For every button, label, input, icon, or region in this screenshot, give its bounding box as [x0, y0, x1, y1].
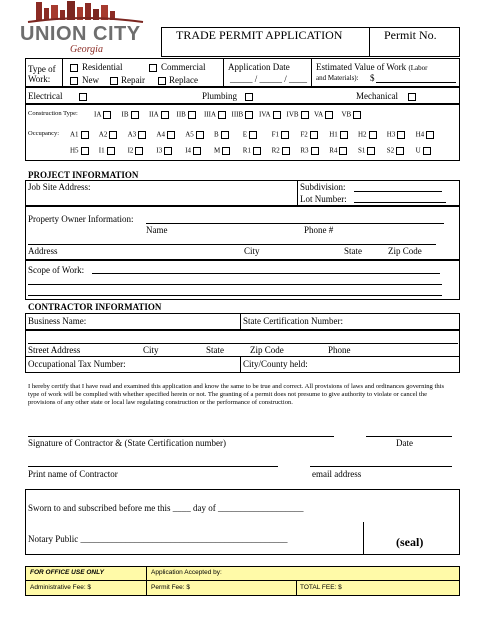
electrical-checkbox[interactable] — [79, 93, 87, 101]
plumbing-label: Plumbing — [202, 92, 253, 101]
office-use-label: FOR OFFICE USE ONLY — [30, 569, 104, 576]
new-checkbox[interactable] — [70, 77, 78, 85]
signature-label: Signature of Contractor & (State Certification number) — [28, 438, 226, 448]
contractor-street-caption: Street Address — [28, 345, 81, 355]
occupancy-option[interactable] — [214, 131, 229, 139]
construction-type-option-label: IB — [121, 110, 129, 119]
occupancy-option[interactable] — [185, 147, 201, 155]
permit-fee-label: Permit Fee: $ — [151, 584, 191, 591]
construction-type-checkbox[interactable] — [273, 111, 281, 119]
occupancy-checkbox[interactable] — [396, 147, 404, 155]
construction-type-option[interactable] — [122, 111, 139, 119]
est-value-field[interactable] — [376, 82, 456, 83]
occupancy-option-label: A1 — [70, 130, 79, 139]
occupancy-option-label: I1 — [98, 146, 105, 155]
scope-box — [25, 260, 460, 300]
occupancy-checkbox[interactable] — [281, 131, 289, 139]
occupancy-checkbox[interactable] — [253, 147, 261, 155]
admin-fee-label: Administrative Fee: $ — [30, 584, 92, 591]
est-value-label2: and Materials): — [316, 74, 359, 82]
occupancy-option[interactable] — [387, 131, 406, 139]
occupancy-option-label: S1 — [358, 146, 366, 155]
occupancy-checkbox[interactable] — [109, 131, 117, 139]
occupancy-option-label: F1 — [271, 130, 279, 139]
construction-type-option-label: IA — [94, 110, 102, 119]
new-label: New — [82, 75, 99, 85]
occupancy-checkbox[interactable] — [167, 131, 175, 139]
construction-type-option-label: IIIA — [204, 110, 217, 119]
scope-field-1[interactable] — [92, 273, 440, 274]
scope-field-2[interactable] — [28, 284, 442, 285]
construction-type-checkbox[interactable] — [161, 111, 169, 119]
occupancy-checkbox[interactable] — [164, 147, 172, 155]
occupancy-option-label: R1 — [242, 146, 251, 155]
contractor-state-caption: State — [206, 345, 224, 355]
construction-type-option[interactable] — [287, 111, 309, 119]
occupancy-option[interactable] — [156, 131, 175, 139]
scope-of-work-label: Scope of Work: — [28, 265, 85, 275]
city-county-label: City/County held: — [243, 359, 308, 369]
union-city-logo — [18, 0, 153, 60]
occupancy-option-label: H2 — [358, 130, 367, 139]
business-name-label: Business Name: — [28, 316, 87, 326]
construction-type-checkbox[interactable] — [103, 111, 111, 119]
occupancy-option-label: H1 — [329, 130, 338, 139]
occupancy-option[interactable] — [300, 131, 317, 139]
occupancy-option-label: H5 — [70, 146, 79, 155]
occupancy-option-label: A2 — [98, 130, 108, 139]
notary-public-label: Notary Public ______________________________________________ — [28, 534, 288, 544]
occupancy-option-label: A3 — [127, 130, 137, 139]
contractor-info-heading: CONTRACTOR INFORMATION — [28, 302, 162, 312]
email-label: email address — [312, 469, 362, 479]
subdivision-label: Subdivision: — [300, 182, 346, 192]
email-field[interactable] — [310, 466, 452, 467]
occupancy-checkbox[interactable] — [310, 131, 318, 139]
type-of-label: Type of — [28, 64, 56, 74]
application-date-field[interactable]: _____ / _____ / ____ — [230, 74, 308, 84]
owner-address-caption: Address — [28, 246, 58, 256]
occupancy-checkbox[interactable] — [311, 147, 319, 155]
occupancy-option[interactable] — [70, 131, 89, 139]
construction-type-label: Construction Type: — [28, 110, 78, 117]
construction-type-option-label: VA — [314, 110, 324, 119]
signature-date-label: Date — [396, 438, 413, 448]
form-title: TRADE PERMIT APPLICATION — [176, 28, 343, 42]
construction-type-checkbox[interactable] — [218, 111, 226, 119]
occupancy-checkbox[interactable] — [107, 147, 115, 155]
residential-label: Residential — [82, 62, 123, 72]
owner-city-caption: City — [244, 246, 260, 256]
construction-type-option-label: IIB — [176, 110, 186, 119]
construction-type-option-label: IVB — [286, 110, 299, 119]
print-name-label: Print name of Contractor — [28, 469, 118, 479]
occ-tax-label: Occupational Tax Number: — [28, 359, 126, 369]
occupancy-checkbox[interactable] — [423, 147, 431, 155]
logo-name: UNION CITY — [20, 23, 141, 45]
construction-type-checkbox[interactable] — [325, 111, 333, 119]
permit-no-label: Permit No. — [384, 28, 437, 42]
occupancy-checkbox[interactable] — [221, 131, 229, 139]
commercial-label: Commercial — [161, 62, 206, 72]
occupancy-option-label: M — [214, 146, 221, 155]
owner-info-label: Property Owner Information: — [28, 214, 134, 224]
occupancy-checkbox[interactable] — [282, 147, 290, 155]
construction-type-checkbox[interactable] — [245, 111, 253, 119]
electrical-label: Electrical — [28, 92, 87, 101]
commercial-checkbox[interactable] — [149, 64, 157, 72]
construction-type-option-label: IIIB — [231, 110, 244, 119]
subdivision-field[interactable] — [354, 191, 442, 192]
occupancy-option-label: H3 — [386, 130, 396, 139]
occupancy-checkbox[interactable] — [135, 147, 143, 155]
occupancy-option-label: A5 — [185, 130, 194, 139]
mechanical-checkbox[interactable] — [408, 93, 416, 101]
occupancy-option-label: S2 — [386, 146, 395, 155]
total-fee-label: TOTAL FEE: $ — [300, 584, 342, 591]
construction-type-option[interactable] — [314, 111, 333, 119]
owner-phone-caption: Phone # — [304, 225, 334, 235]
occupancy-option[interactable] — [358, 131, 377, 139]
contractor-phone-caption: Phone — [328, 345, 351, 355]
construction-type-option[interactable] — [149, 111, 169, 119]
occupancy-option[interactable] — [329, 147, 347, 155]
occupancy-option[interactable] — [70, 147, 89, 155]
occupancy-option[interactable] — [156, 147, 172, 155]
replace-checkbox[interactable] — [158, 77, 166, 85]
repair-label: Repair — [121, 75, 145, 85]
occupancy-option[interactable] — [416, 147, 431, 155]
seal-label: (seal) — [396, 535, 424, 549]
occupancy-option[interactable] — [243, 131, 257, 139]
occupancy-option-label: I2 — [127, 146, 134, 155]
occupancy-option[interactable] — [416, 131, 435, 139]
sworn-statement: Sworn to and subscribed before me this ____ day of ___________________ — [28, 503, 304, 513]
construction-type-option[interactable] — [232, 111, 254, 119]
construction-type-checkbox[interactable] — [188, 111, 196, 119]
plumbing-checkbox[interactable] — [245, 93, 253, 101]
occupancy-option-label: H4 — [415, 130, 425, 139]
logo-subtitle: Georgia — [70, 44, 103, 55]
occupancy-checkbox[interactable] — [397, 131, 405, 139]
occupancy-checkbox[interactable] — [81, 131, 89, 139]
construction-type-checkbox[interactable] — [301, 111, 309, 119]
construction-type-option[interactable] — [177, 111, 196, 119]
occupancy-option-label: R2 — [271, 146, 280, 155]
certification-statement: I hereby certify that I have read and examined this application and know the same to be true and correct. All provisions of laws and ordinances governing this type of work will be complied with whether specified herein or not. The granting of a permit does not presume to give authority to violate or cancel the provisions of any other state or local law regulating construction or the performance of construction. — [28, 383, 445, 407]
state-cert-label: State Certification Number: — [243, 316, 343, 326]
occupancy-checkbox[interactable] — [222, 147, 230, 155]
occupancy-option[interactable] — [99, 147, 115, 155]
occupancy-option[interactable] — [329, 131, 348, 139]
occupancy-checkbox[interactable] — [367, 147, 375, 155]
occupancy-label: Occupancy: — [28, 130, 60, 137]
repair-checkbox[interactable] — [110, 77, 118, 85]
occupancy-checkbox[interactable] — [138, 131, 146, 139]
construction-type-option[interactable] — [342, 111, 362, 119]
project-info-heading: PROJECT INFORMATION — [28, 170, 139, 180]
occupancy-option[interactable] — [272, 147, 290, 155]
occupancy-option[interactable] — [358, 147, 375, 155]
construction-type-option-label: VB — [341, 110, 352, 119]
est-value-label: Estimated Value of Work (Labor — [316, 62, 428, 72]
occupancy-option[interactable] — [300, 147, 318, 155]
lot-number-label: Lot Number: — [300, 194, 347, 204]
occupancy-option[interactable] — [272, 131, 289, 139]
residential-checkbox[interactable] — [70, 64, 78, 72]
owner-address-field[interactable] — [28, 244, 436, 245]
occupancy-checkbox[interactable] — [369, 131, 377, 139]
occupancy-checkbox[interactable] — [426, 131, 434, 139]
construction-type-option[interactable] — [94, 111, 111, 119]
contractor-signature-field[interactable] — [28, 436, 334, 437]
replace-label: Replace — [169, 75, 198, 85]
occupancy-option-label: U — [415, 146, 421, 155]
occupancy-checkbox[interactable] — [81, 147, 89, 155]
occupancy-checkbox[interactable] — [339, 147, 347, 155]
signature-date-field[interactable] — [366, 436, 452, 437]
occupancy-option-label: B — [214, 130, 219, 139]
occupancy-option[interactable] — [185, 131, 204, 139]
occupancy-option[interactable] — [128, 147, 144, 155]
work-label: Work: — [28, 74, 51, 84]
occupancy-option[interactable] — [387, 147, 404, 155]
occupancy-option[interactable] — [243, 147, 261, 155]
occupancy-option[interactable] — [214, 147, 230, 155]
contractor-address-field[interactable] — [28, 343, 458, 344]
occupancy-checkbox[interactable] — [249, 131, 257, 139]
print-name-field[interactable] — [28, 466, 278, 467]
construction-type-checkbox[interactable] — [131, 111, 139, 119]
contractor-city-caption: City — [143, 345, 159, 355]
occupancy-checkbox[interactable] — [193, 147, 201, 155]
construction-type-option[interactable] — [204, 111, 226, 119]
occupancy-option-label: I4 — [185, 146, 192, 155]
owner-state-caption: State — [344, 246, 362, 256]
est-value-dollar: $ — [370, 73, 375, 83]
occupancy-option[interactable] — [128, 131, 147, 139]
scope-field-3[interactable] — [28, 295, 442, 296]
construction-type-option-label: IIA — [149, 110, 159, 119]
application-accepted-label: Application Accepted by: — [151, 569, 222, 576]
construction-type-option[interactable] — [259, 111, 281, 119]
occupancy-option-label: R3 — [300, 146, 309, 155]
lot-number-field[interactable] — [354, 202, 446, 203]
job-site-address-label: Job Site Address: — [28, 182, 91, 192]
application-date-label: Application Date — [228, 62, 290, 72]
notary-box — [25, 489, 460, 555]
construction-type-option-label: IVA — [259, 110, 271, 119]
occupancy-option-label: R4 — [329, 146, 338, 155]
occupancy-option[interactable] — [99, 131, 118, 139]
occupancy-option-label: I3 — [156, 146, 163, 155]
owner-name-field[interactable] — [146, 223, 444, 224]
occupancy-option-label: E — [242, 130, 248, 139]
occupancy-checkbox[interactable] — [340, 131, 348, 139]
contractor-zip-caption: Zip Code — [250, 345, 284, 355]
owner-name-caption: Name — [146, 225, 168, 235]
construction-type-checkbox[interactable] — [353, 111, 361, 119]
owner-zip-caption: Zip Code — [388, 246, 422, 256]
occupancy-option-label: A4 — [156, 130, 165, 139]
occupancy-checkbox[interactable] — [196, 131, 204, 139]
occupancy-option-label: F2 — [300, 130, 308, 139]
mechanical-label: Mechanical — [356, 92, 416, 101]
